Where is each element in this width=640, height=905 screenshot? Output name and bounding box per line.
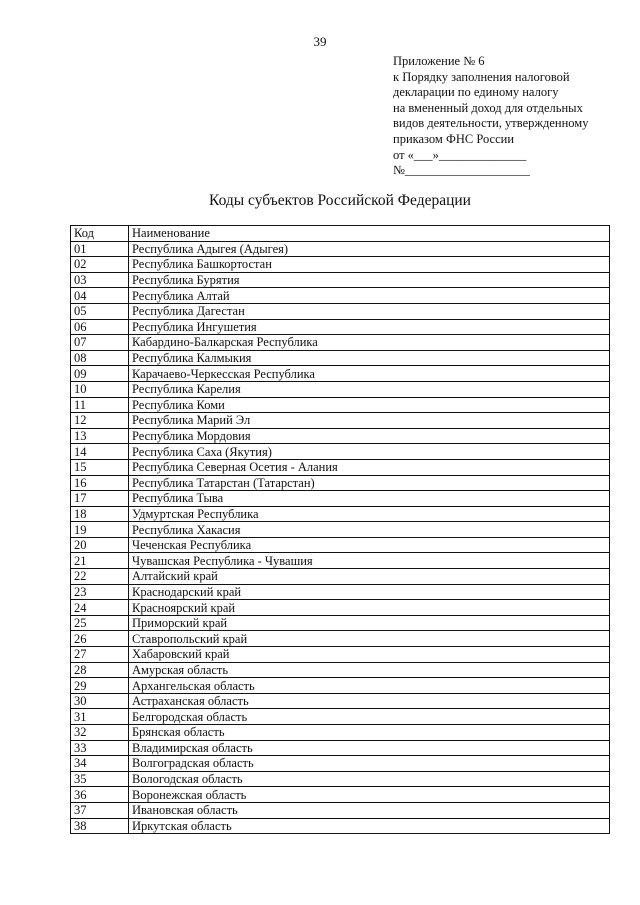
table-row xyxy=(71,647,610,663)
region-name: Республика Калмыкия xyxy=(129,350,610,366)
region-name: Амурская область xyxy=(129,662,610,678)
region-code: 02 xyxy=(71,257,129,273)
region-code: 23 xyxy=(71,584,129,600)
table-row xyxy=(71,569,610,585)
table-row xyxy=(71,553,610,569)
region-code: 28 xyxy=(71,662,129,678)
table-row xyxy=(71,584,610,600)
region-code: 30 xyxy=(71,693,129,709)
region-name: Республика Северная Осетия - Алания xyxy=(129,459,610,475)
region-code: 37 xyxy=(71,802,129,818)
region-code: 08 xyxy=(71,350,129,366)
appendix-line: декларации по единому налогу xyxy=(393,85,559,100)
appendix-line: к Порядку заполнения налоговой xyxy=(393,69,570,84)
table-row xyxy=(71,366,610,382)
region-code: 27 xyxy=(71,647,129,663)
region-code: 15 xyxy=(71,459,129,475)
region-name: Приморский край xyxy=(129,615,610,631)
region-name: Удмуртская Республика xyxy=(129,506,610,522)
region-code: 19 xyxy=(71,522,129,538)
region-name: Владимирская область xyxy=(129,740,610,756)
table-row xyxy=(71,818,610,834)
region-name: Воронежская область xyxy=(129,787,610,803)
region-code: 25 xyxy=(71,615,129,631)
table-row xyxy=(71,288,610,304)
table-row xyxy=(71,491,610,507)
table-row xyxy=(71,459,610,475)
region-code: 05 xyxy=(71,303,129,319)
region-code: 36 xyxy=(71,787,129,803)
table-row xyxy=(71,272,610,288)
table-row xyxy=(71,631,610,647)
table-row xyxy=(71,678,610,694)
region-name: Республика Коми xyxy=(129,397,610,413)
region-name: Волгоградская область xyxy=(129,756,610,772)
table-row xyxy=(71,522,610,538)
region-name: Ивановская область xyxy=(129,802,610,818)
region-code: 09 xyxy=(71,366,129,382)
region-name: Брянская область xyxy=(129,725,610,741)
region-code: 34 xyxy=(71,756,129,772)
region-code: 10 xyxy=(71,381,129,397)
table-row xyxy=(71,241,610,257)
document-title: Коды субъектов Российской Федерации xyxy=(209,192,471,209)
table-row xyxy=(71,506,610,522)
region-code: 26 xyxy=(71,631,129,647)
table-row xyxy=(71,771,610,787)
table-row xyxy=(71,725,610,741)
appendix-line: приказом ФНС России xyxy=(393,131,515,146)
region-name: Республика Башкортостан xyxy=(129,257,610,273)
region-code: 31 xyxy=(71,709,129,725)
table-row xyxy=(71,615,610,631)
table-row xyxy=(71,709,610,725)
table-row xyxy=(71,787,610,803)
region-name: Красноярский край xyxy=(129,600,610,616)
header-name: Наименование xyxy=(129,226,610,242)
region-name: Республика Тыва xyxy=(129,491,610,507)
appendix-line: от «___»______________ xyxy=(393,147,527,162)
region-code: 35 xyxy=(71,771,129,787)
region-code: 21 xyxy=(71,553,129,569)
region-name: Астраханская область xyxy=(129,693,610,709)
table-row xyxy=(71,303,610,319)
region-name: Республика Мордовия xyxy=(129,428,610,444)
region-name: Архангельская область xyxy=(129,678,610,694)
region-name: Республика Адыгея (Адыгея) xyxy=(129,241,610,257)
table-row xyxy=(71,740,610,756)
region-code: 18 xyxy=(71,506,129,522)
table-row xyxy=(71,335,610,351)
region-name: Чеченская Республика xyxy=(129,537,610,553)
region-code: 14 xyxy=(71,444,129,460)
region-code: 12 xyxy=(71,413,129,429)
region-code: 11 xyxy=(71,397,129,413)
region-name: Краснодарский край xyxy=(129,584,610,600)
region-name: Республика Марий Эл xyxy=(129,413,610,429)
region-code: 20 xyxy=(71,537,129,553)
appendix-block xyxy=(393,54,633,179)
region-name: Республика Алтай xyxy=(129,288,610,304)
table-row xyxy=(71,756,610,772)
appendix-line: видов деятельности, утвержденному xyxy=(393,116,589,131)
table-row xyxy=(71,693,610,709)
region-code: 22 xyxy=(71,569,129,585)
table-row xyxy=(71,537,610,553)
table-row xyxy=(71,475,610,491)
table-header-row xyxy=(71,226,610,242)
region-code: 03 xyxy=(71,272,129,288)
appendix-line: Приложение № 6 xyxy=(393,54,485,68)
region-code: 06 xyxy=(71,319,129,335)
region-name: Алтайский край xyxy=(129,569,610,585)
region-name: Республика Татарстан (Татарстан) xyxy=(129,475,610,491)
region-name: Иркутская область xyxy=(129,818,610,834)
table-row xyxy=(71,397,610,413)
table-row xyxy=(71,350,610,366)
region-name: Республика Саха (Якутия) xyxy=(129,444,610,460)
table-row xyxy=(71,802,610,818)
region-code: 04 xyxy=(71,288,129,304)
region-code: 24 xyxy=(71,600,129,616)
region-name: Чувашская Республика - Чувашия xyxy=(129,553,610,569)
region-code: 13 xyxy=(71,428,129,444)
appendix-line: №____________________ xyxy=(393,163,530,178)
region-code: 32 xyxy=(71,725,129,741)
region-name: Вологодская область xyxy=(129,771,610,787)
region-code: 29 xyxy=(71,678,129,694)
region-name: Кабардино-Балкарская Республика xyxy=(129,335,610,351)
appendix-line: на вмененный доход для отдельных xyxy=(393,100,583,115)
table-row xyxy=(71,662,610,678)
region-codes-table xyxy=(70,225,610,834)
region-name: Республика Ингушетия xyxy=(129,319,610,335)
table-row xyxy=(71,381,610,397)
region-code: 33 xyxy=(71,740,129,756)
region-name: Республика Карелия xyxy=(129,381,610,397)
region-name: Карачаево-Черкесская Республика xyxy=(129,366,610,382)
table-row xyxy=(71,413,610,429)
region-name: Хабаровский край xyxy=(129,647,610,663)
region-code: 16 xyxy=(71,475,129,491)
region-name: Республика Бурятия xyxy=(129,272,610,288)
region-name: Белгородская область xyxy=(129,709,610,725)
table-row xyxy=(71,257,610,273)
table-row xyxy=(71,444,610,460)
header-code: Код xyxy=(71,226,129,242)
region-code: 01 xyxy=(71,241,129,257)
region-name: Ставропольский край xyxy=(129,631,610,647)
region-code: 07 xyxy=(71,335,129,351)
region-code: 38 xyxy=(71,818,129,834)
table-row xyxy=(71,600,610,616)
page-number: 39 xyxy=(313,34,327,49)
region-code: 17 xyxy=(71,491,129,507)
region-name: Республика Дагестан xyxy=(129,303,610,319)
region-name: Республика Хакасия xyxy=(129,522,610,538)
table-row xyxy=(71,319,610,335)
table-row xyxy=(71,428,610,444)
